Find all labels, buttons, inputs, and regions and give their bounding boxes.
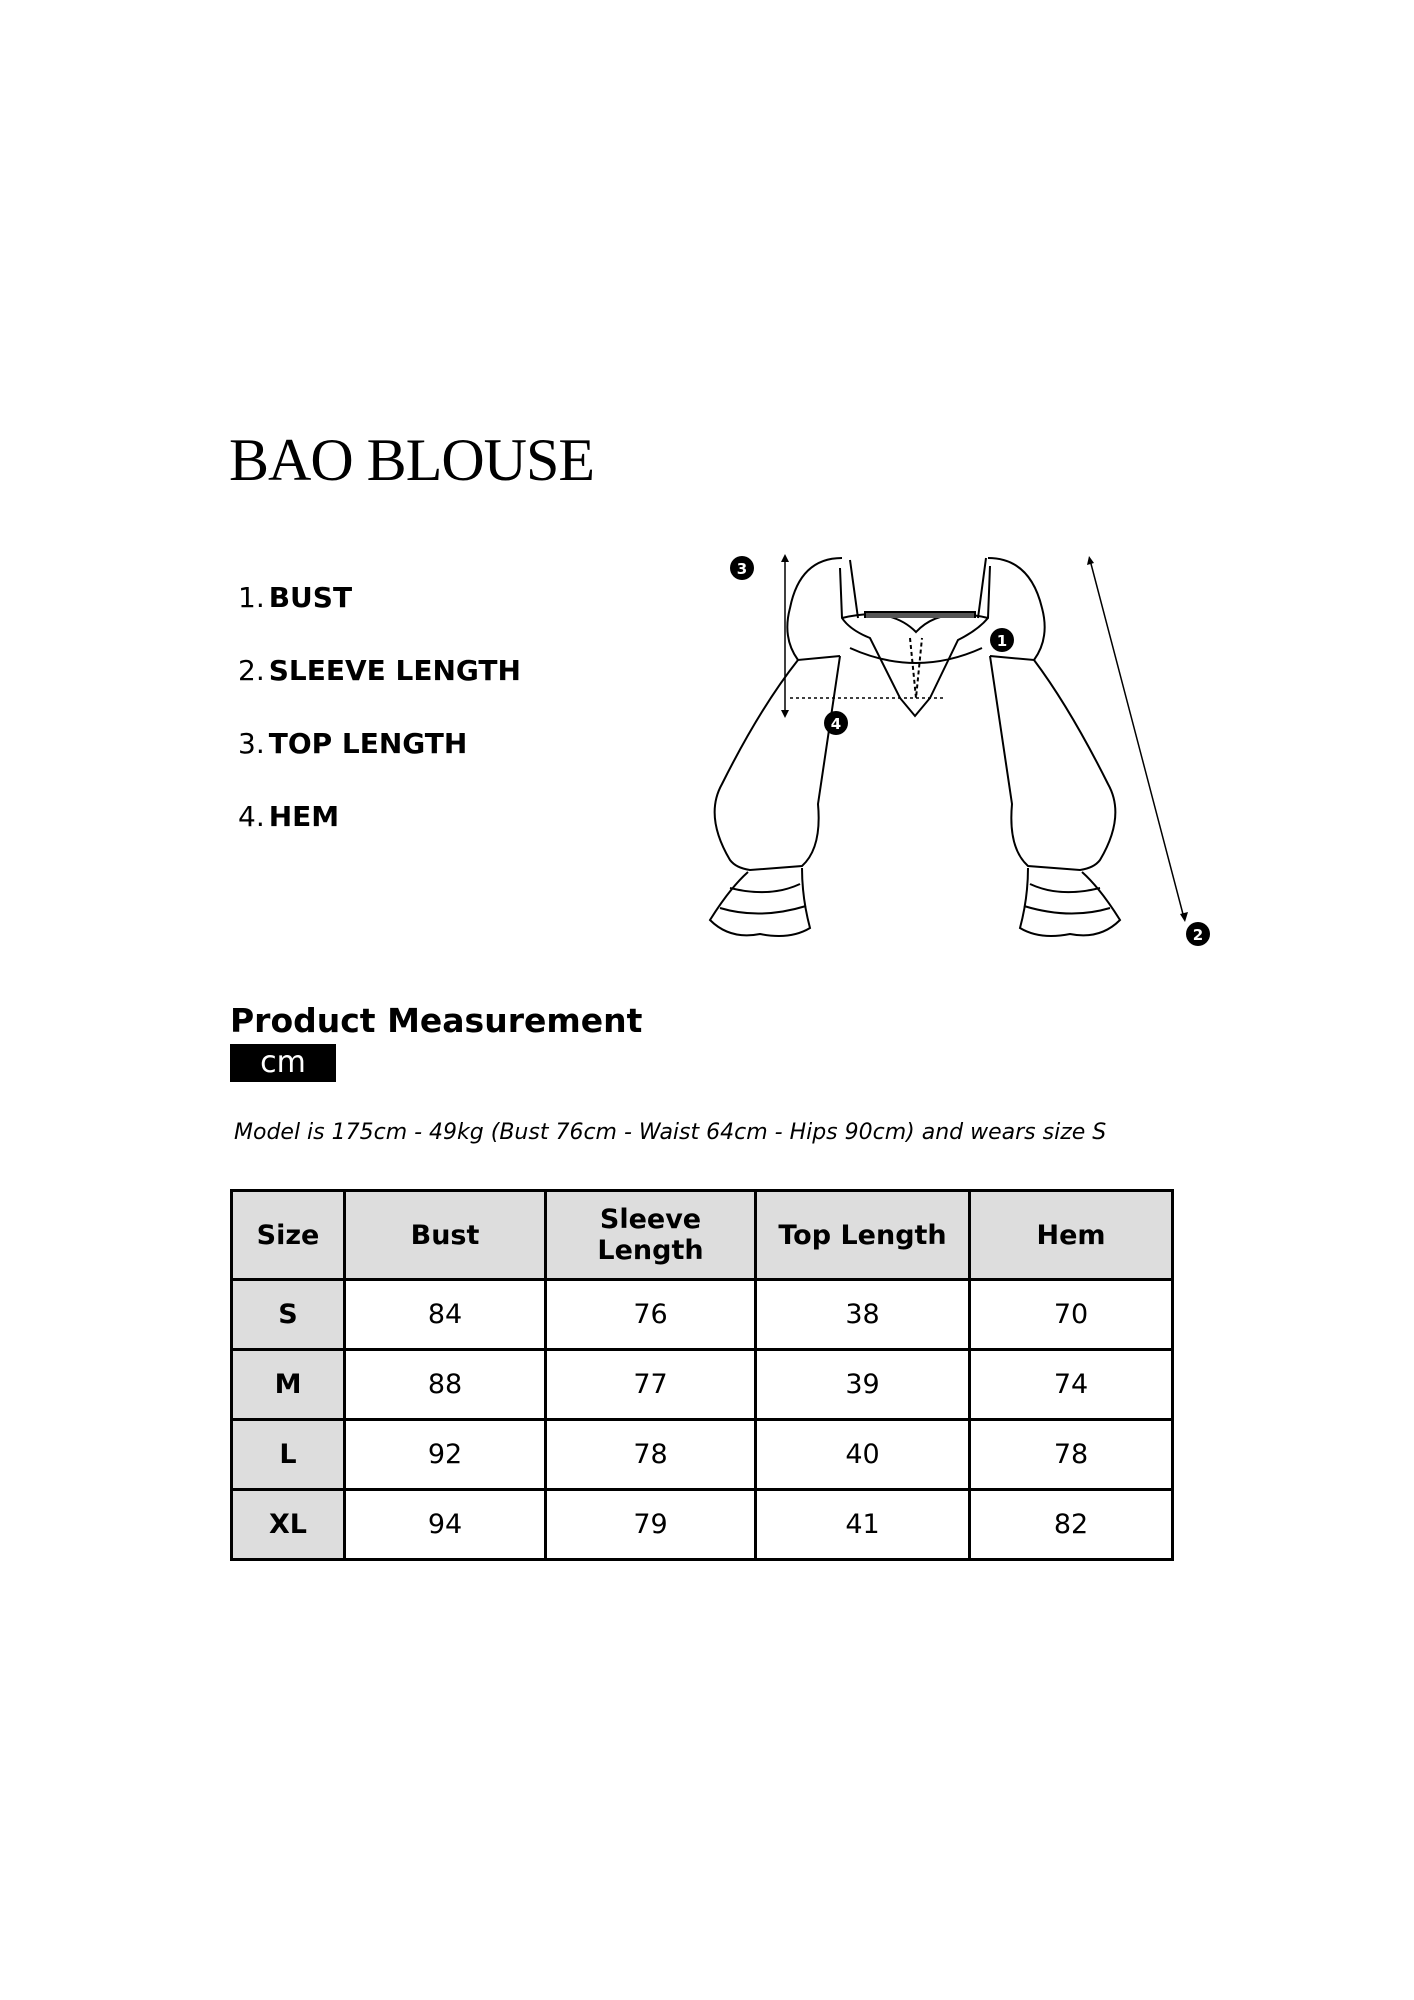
list-label: TOP LENGTH (268, 727, 468, 760)
list-item (238, 724, 521, 797)
model-note: Model is 175cm - 49kg (Bust 76cm - Waist 64cm - Hips 90cm) and wears size S (234, 1120, 1107, 1145)
column-header: Top Length (756, 1191, 970, 1280)
table-cell: 82 (970, 1490, 1173, 1560)
marker-sleeve-length (1186, 922, 1210, 946)
table-cell: 77 (546, 1350, 756, 1420)
section-heading: Product Measurement (230, 1001, 643, 1040)
arrow-head (781, 710, 789, 718)
table-cell: 41 (756, 1490, 970, 1560)
table-cell: 88 (345, 1350, 546, 1420)
list-number: 1. (238, 581, 265, 614)
table-cell: 78 (546, 1420, 756, 1490)
list-number: 2. (238, 654, 265, 687)
table-cell: 79 (546, 1490, 756, 1560)
sleeve-length-measure-line (1090, 560, 1184, 918)
list-item (238, 651, 521, 724)
marker-label: 1 (996, 632, 1008, 650)
table-cell: 92 (345, 1420, 546, 1490)
size-cell: XL (232, 1490, 345, 1560)
list-label: HEM (268, 800, 340, 833)
right-sleeve (988, 558, 1120, 936)
list-number: 3. (238, 727, 265, 760)
marker-label: 4 (830, 715, 842, 733)
arrow-head (781, 554, 789, 562)
marker-top-length (730, 556, 754, 580)
table-header-row (232, 1191, 1173, 1280)
table-row (232, 1280, 1173, 1350)
table-cell: 94 (345, 1490, 546, 1560)
column-header: Hem (970, 1191, 1173, 1280)
page-title: BAO BLOUSE (229, 427, 595, 493)
marker-bust (990, 628, 1014, 652)
marker-label: 3 (736, 560, 748, 578)
table-cell: 70 (970, 1280, 1173, 1350)
marker-label: 2 (1192, 926, 1204, 944)
table-cell: 78 (970, 1420, 1173, 1490)
bodice-outline (840, 558, 990, 716)
table-cell: 39 (756, 1350, 970, 1420)
arrow-head (1180, 912, 1188, 922)
table-row (232, 1350, 1173, 1420)
list-item (238, 797, 521, 870)
column-header: Size (232, 1191, 345, 1280)
unit-badge: cm (230, 1044, 336, 1082)
size-cell: S (232, 1280, 345, 1350)
list-label: BUST (268, 581, 353, 614)
size-chart-table (230, 1189, 1174, 1561)
column-header: Bust (345, 1191, 546, 1280)
left-sleeve (710, 558, 842, 936)
size-cell: M (232, 1350, 345, 1420)
blouse-diagram (690, 548, 1210, 968)
list-item (238, 578, 521, 651)
measurement-key-list (238, 578, 521, 870)
table-row (232, 1420, 1173, 1490)
list-number: 4. (238, 800, 265, 833)
table-cell: 40 (756, 1420, 970, 1490)
table-row (232, 1490, 1173, 1560)
table-cell: 84 (345, 1280, 546, 1350)
column-header: Sleeve Length (546, 1191, 756, 1280)
table-cell: 76 (546, 1280, 756, 1350)
list-label: SLEEVE LENGTH (268, 654, 521, 687)
marker-hem (824, 711, 848, 735)
arrow-head (1087, 556, 1094, 565)
table-cell: 38 (756, 1280, 970, 1350)
table-cell: 74 (970, 1350, 1173, 1420)
size-cell: L (232, 1420, 345, 1490)
